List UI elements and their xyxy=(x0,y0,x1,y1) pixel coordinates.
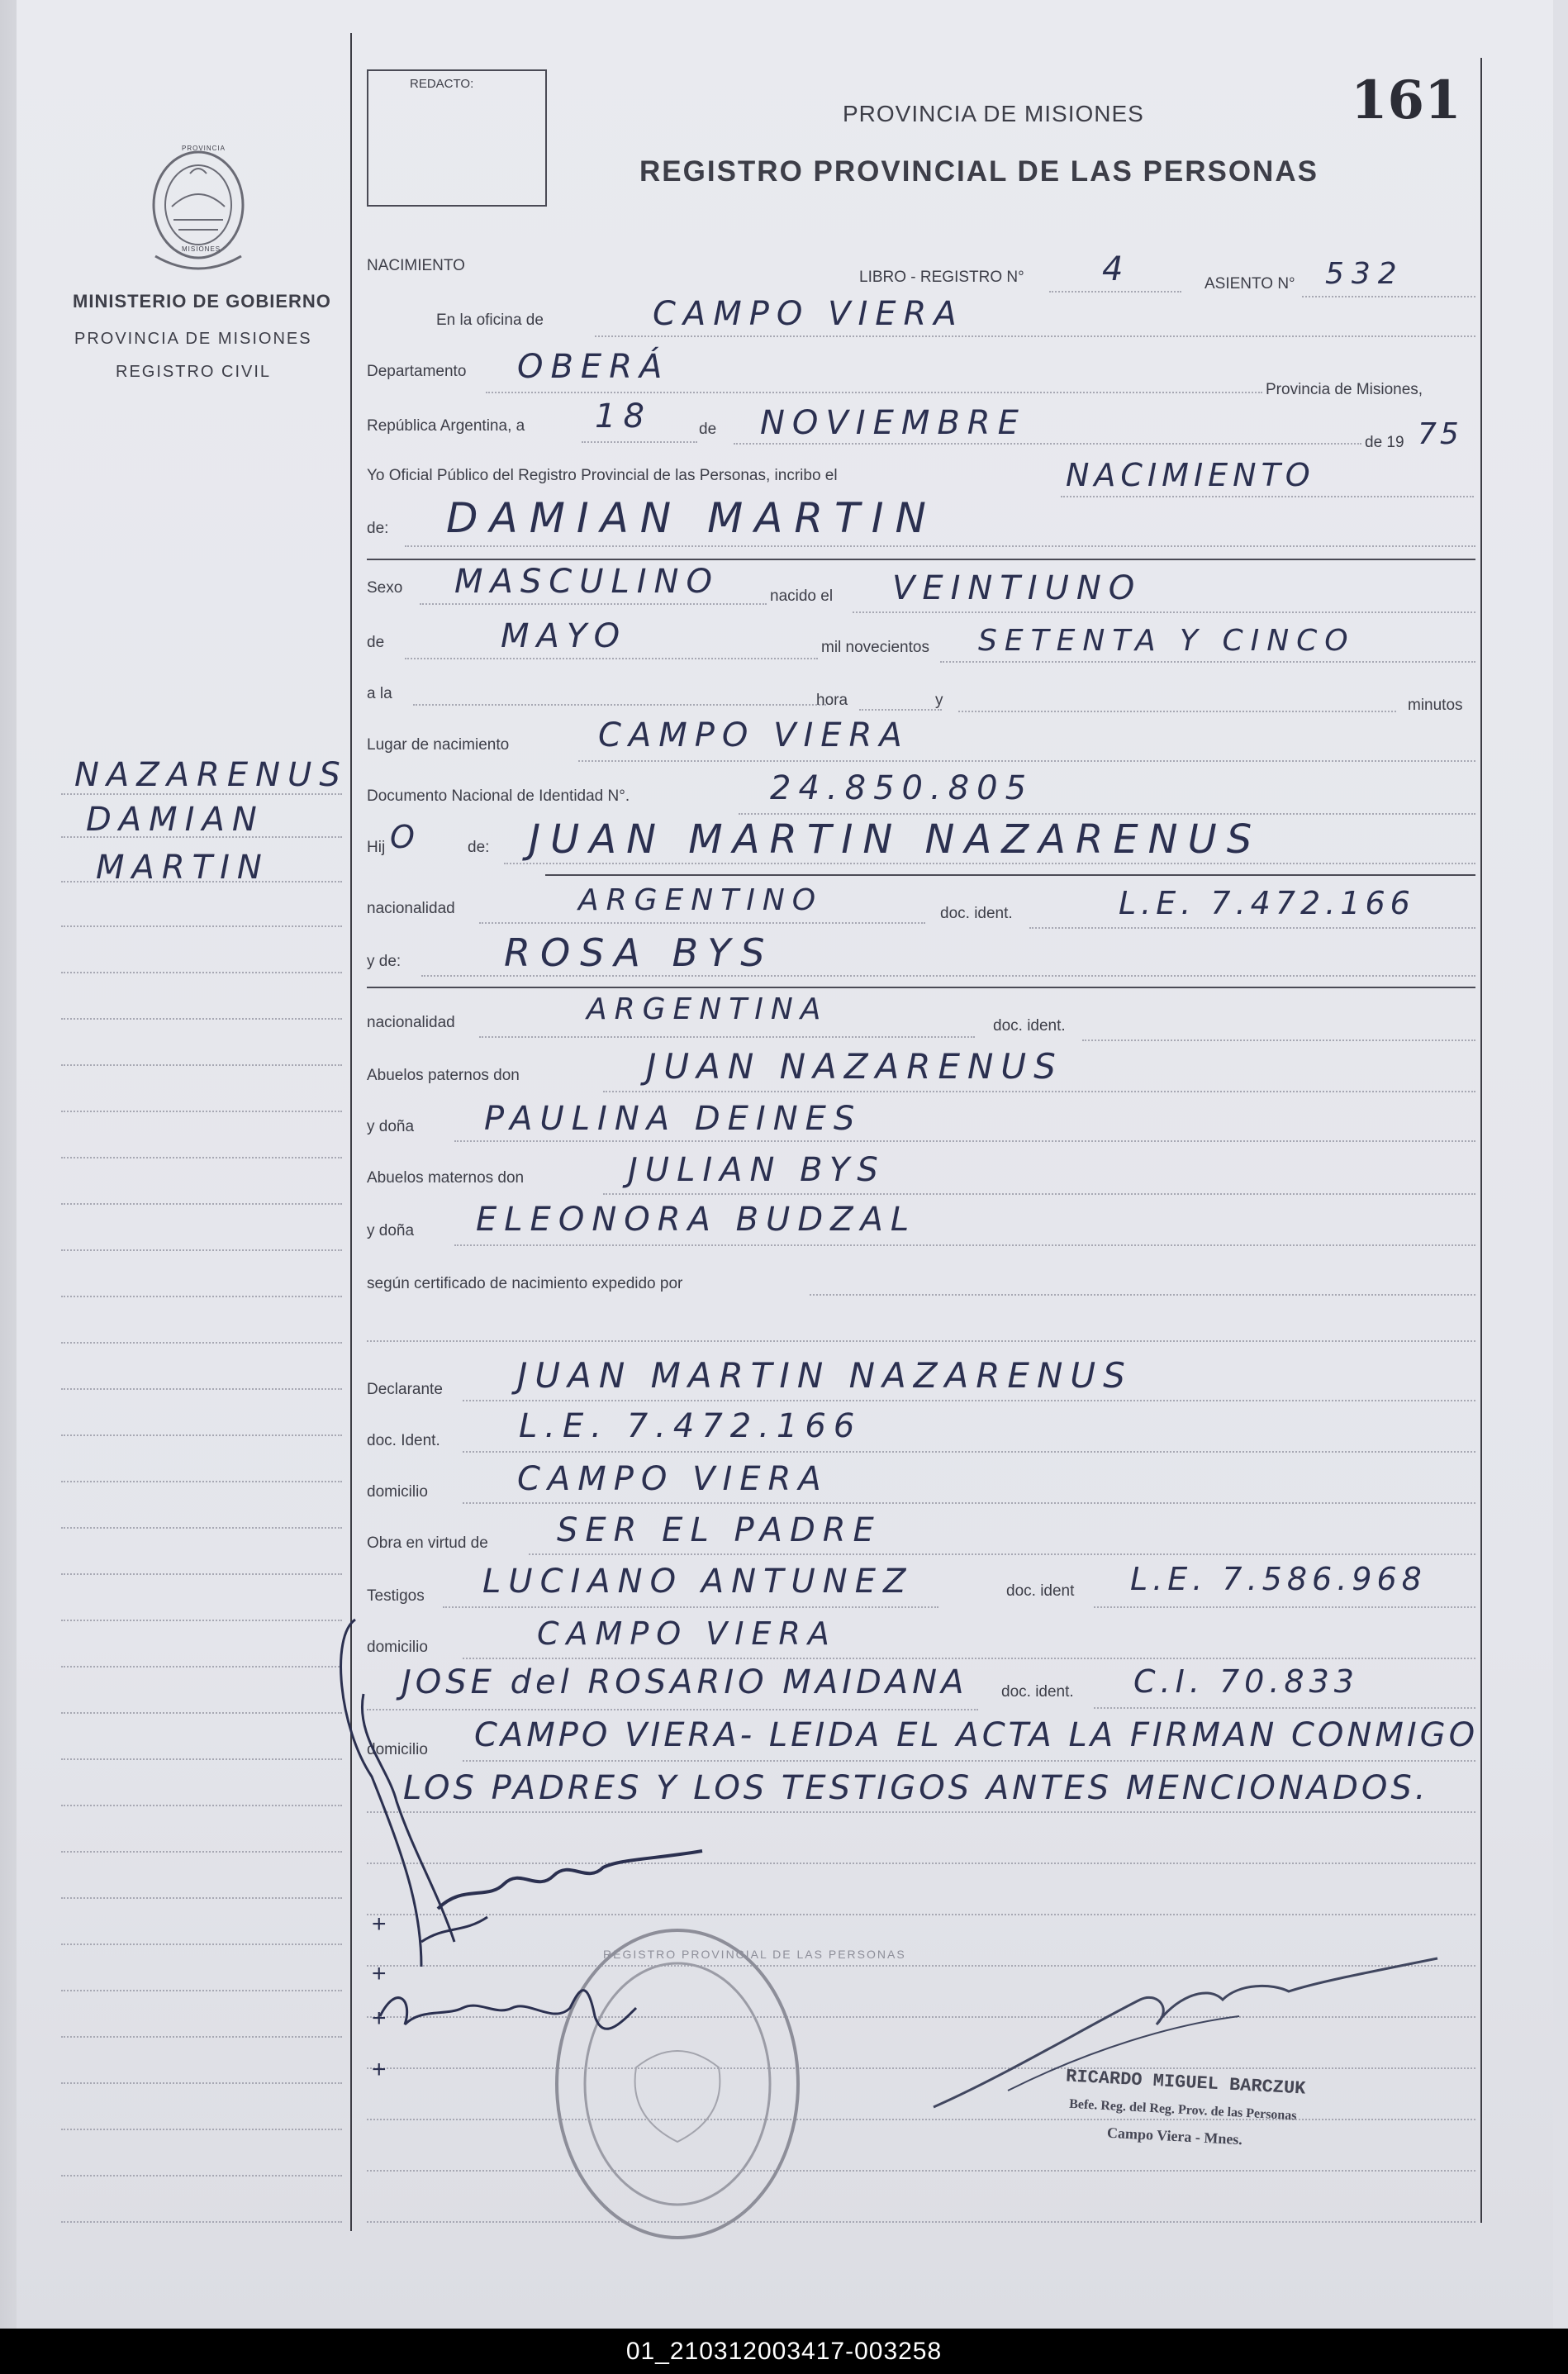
redacto-label: REDACTO: xyxy=(410,77,474,91)
year-value: 75 xyxy=(1418,417,1462,451)
sexo-label: Sexo xyxy=(367,579,403,597)
declarante-doc-value: L.E. 7.472.166 xyxy=(519,1407,862,1445)
testigo1-domicilio-value: CAMPO VIERA xyxy=(537,1615,837,1652)
acto-value: NACIMIENTO xyxy=(1066,457,1315,493)
right-frame-line xyxy=(1480,58,1482,2223)
month-de-label: de xyxy=(699,421,717,438)
republica-label: República Argentina, a xyxy=(367,417,525,435)
padre-de-label: de: xyxy=(468,839,490,856)
page-number: 161 xyxy=(1351,69,1461,131)
registry-heading: REGISTRO PROVINCIAL DE LAS PERSONAS xyxy=(639,155,1319,188)
margin-note-second-name: MARTIN xyxy=(96,849,269,887)
segun-certificado-label: según certificado de nacimiento expedido por xyxy=(367,1275,683,1292)
declarante-doc-label: doc. Ident. xyxy=(367,1432,440,1449)
madre-de-label: y de: xyxy=(367,953,402,970)
image-caption: 01_210312003417-003258 xyxy=(0,2329,1568,2374)
provincia-misiones-label: Provincia de Misiones, xyxy=(1266,381,1423,398)
mil-label: mil novecientos xyxy=(821,639,929,656)
ministry-label: MINISTERIO DE GOBIERNO xyxy=(73,291,331,312)
anio-value: SETENTA Y CINCO xyxy=(978,624,1356,658)
declarante-domicilio-label: domicilio xyxy=(367,1483,428,1501)
a-la-label: a la xyxy=(367,685,392,702)
nombre-de-label: de: xyxy=(367,520,389,537)
oficial-text: Yo Oficial Público del Registro Provincial de las Personas, incribo el xyxy=(367,467,838,484)
testigo2-doc-value: C.I. 70.833 xyxy=(1133,1663,1359,1700)
dni-value: 24.850.805 xyxy=(770,769,1034,807)
signature-mark-4: + xyxy=(372,2056,387,2083)
testigo1-doc-label: doc. ident xyxy=(1006,1582,1075,1600)
minutos-label: minutos xyxy=(1408,697,1463,714)
testigos-label: Testigos xyxy=(367,1587,425,1605)
official-title: Befe. Reg. del Reg. Prov. de las Personas xyxy=(1068,2096,1297,2124)
abuelo-materno-value: JULIAN BYS xyxy=(628,1151,886,1189)
stamp-text: REGISTRO PROVINCIAL DE LAS PERSONAS xyxy=(603,1948,906,1961)
abuela-materna-label: y doña xyxy=(367,1222,415,1239)
official-name: RICARDO MIGUEL BARCZUK xyxy=(1065,2066,1306,2100)
abuelos-maternos-label: Abuelos maternos don xyxy=(367,1169,525,1187)
lugar-label: Lugar de nacimiento xyxy=(367,736,510,754)
obra-value: SER EL PADRE xyxy=(557,1511,881,1549)
testigo1-value: LUCIANO ANTUNEZ xyxy=(482,1563,914,1601)
oficina-label: En la oficina de xyxy=(436,312,544,329)
hij-suffix-value: O xyxy=(390,819,422,855)
father-doc-label: doc. ident. xyxy=(940,905,1013,922)
sexo-value: MASCULINO xyxy=(454,563,720,601)
seal-text-top: PROVINCIA xyxy=(182,145,226,152)
closing-line-2: LOS PADRES Y LOS TESTIGOS ANTES MENCIONADOS. xyxy=(403,1769,1429,1807)
birth-certificate-sheet xyxy=(17,0,1553,2329)
signature-mark-2: + xyxy=(372,1960,387,1987)
testigo1-domicilio-label: domicilio xyxy=(367,1639,428,1656)
departamento-label: Departamento xyxy=(367,363,467,380)
province-seal-icon xyxy=(140,140,256,273)
section-label: NACIMIENTO xyxy=(367,257,465,274)
province-sub-label: PROVINCIA DE MISIONES xyxy=(74,330,312,348)
departamento-value: OBERÁ xyxy=(517,348,670,386)
mother-nacionalidad-value: ARGENTINA xyxy=(587,992,829,1026)
signature-mark-1: + xyxy=(372,1910,387,1938)
month-value: NOVIEMBRE xyxy=(760,404,1026,442)
seal-text-bottom: MISIONES xyxy=(182,245,221,253)
margin-note-name: DAMIAN xyxy=(86,801,264,839)
official-place: Campo Viera - Mnes. xyxy=(1106,2124,1243,2148)
oficina-value: CAMPO VIERA xyxy=(653,295,964,333)
abuela-paterna-value: PAULINA DEINES xyxy=(484,1100,862,1138)
asiento-label: ASIENTO N° xyxy=(1205,275,1295,293)
dni-label: Documento Nacional de Identidad N°. xyxy=(367,787,630,805)
libro-value: 4 xyxy=(1102,250,1131,288)
closing-line-1: CAMPO VIERA- LEIDA EL ACTA LA FIRMAN CONMIGO xyxy=(474,1716,1479,1754)
father-name-value: JUAN MARTIN NAZARENUS xyxy=(529,816,1262,863)
province-heading: PROVINCIA DE MISIONES xyxy=(843,101,1144,126)
lugar-value: CAMPO VIERA xyxy=(598,716,910,754)
obra-label: Obra en virtud de xyxy=(367,1534,488,1552)
margin-note-surname: NAZARENUS xyxy=(74,756,348,794)
abuela-paterna-label: y doña xyxy=(367,1118,415,1135)
father-nacionalidad-value: ARGENTINO xyxy=(578,883,824,917)
signature-mark-3: + xyxy=(372,2005,387,2032)
redacto-box xyxy=(367,69,547,207)
mother-name-value: ROSA BYS xyxy=(504,930,775,975)
testigo2-domicilio-label: domicilio xyxy=(367,1741,428,1758)
mes-value: MAYO xyxy=(501,617,628,655)
mother-nacionalidad-label: nacionalidad xyxy=(367,1014,455,1031)
y-label: y xyxy=(935,692,943,709)
father-nacionalidad-label: nacionalidad xyxy=(367,900,455,917)
civil-registry-label: REGISTRO CIVIL xyxy=(116,363,272,381)
abuelos-paternos-label: Abuelos paternos don xyxy=(367,1067,520,1084)
day-value: 18 xyxy=(595,397,652,435)
mother-doc-label: doc. ident. xyxy=(993,1017,1066,1035)
hij-label: Hij xyxy=(367,839,386,856)
testigo2-doc-label: doc. ident. xyxy=(1001,1683,1074,1701)
testigo2-value: JOSE del ROSARIO MAIDANA xyxy=(402,1663,968,1701)
mother-signature-icon xyxy=(372,1967,669,2066)
abuelo-paterno-value: JUAN NAZARENUS xyxy=(646,1046,1063,1087)
abuela-materna-value: ELEONORA BUDZAL xyxy=(476,1201,917,1239)
declarante-value: JUAN MARTIN NAZARENUS xyxy=(517,1355,1133,1396)
libro-label: LIBRO - REGISTRO N° xyxy=(859,269,1024,286)
testigo1-doc-value: L.E. 7.586.968 xyxy=(1130,1561,1427,1597)
declarante-domicilio-value: CAMPO VIERA xyxy=(517,1460,829,1498)
declarante-label: Declarante xyxy=(367,1381,443,1398)
father-doc-value: L.E. 7.472.166 xyxy=(1119,885,1415,921)
child-name-value: DAMIAN MARTIN xyxy=(446,494,938,542)
year-label: de 19 xyxy=(1365,434,1404,451)
hora-label: hora xyxy=(816,692,848,709)
asiento-value: 532 xyxy=(1325,257,1404,291)
nacido-label: nacido el xyxy=(770,588,834,605)
nacido-value: VEINTIUNO xyxy=(892,569,1143,607)
mes-de-label: de xyxy=(367,634,385,651)
